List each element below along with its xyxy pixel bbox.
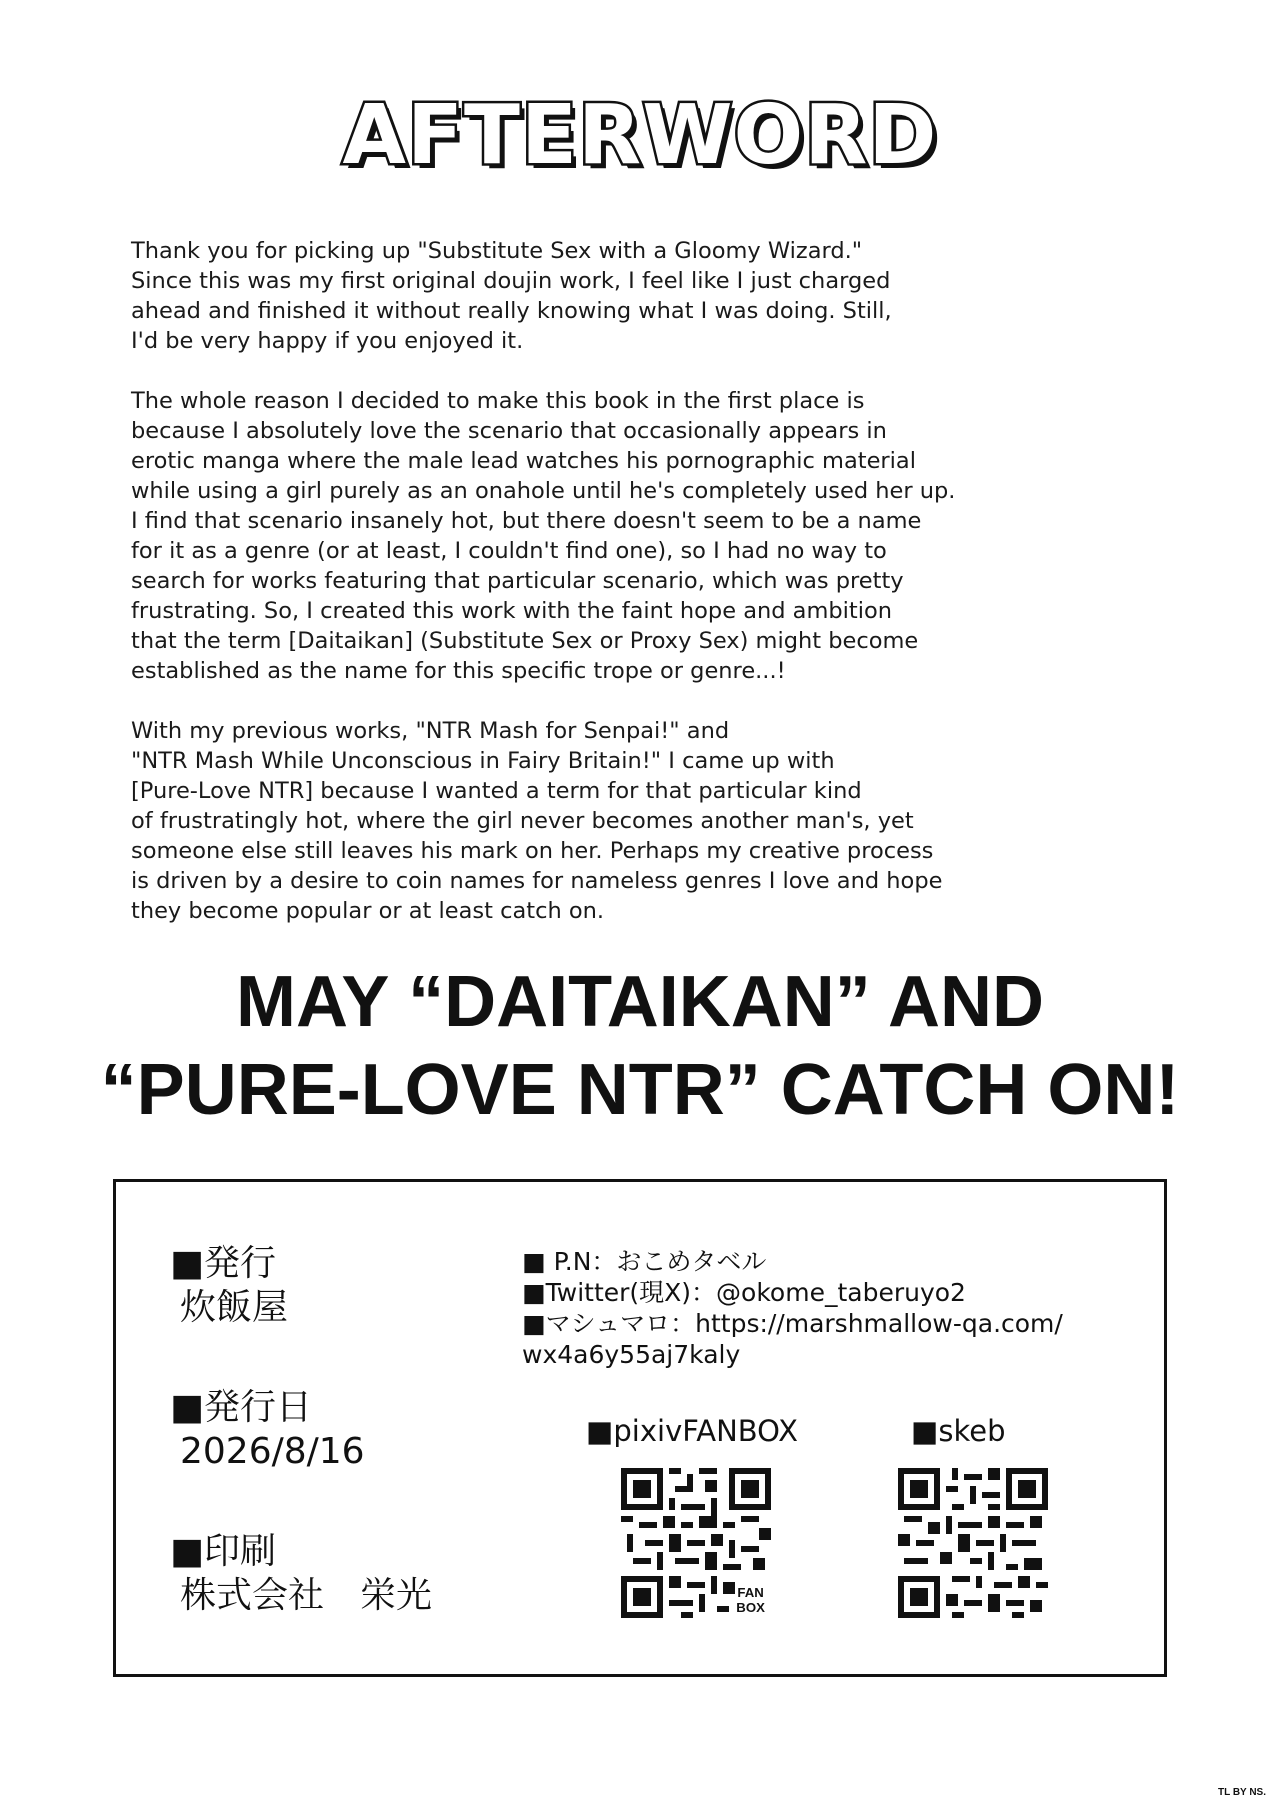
text-line: because I absolutely love the scenario that occasionally appears in (131, 418, 887, 444)
author-info (522, 1246, 1063, 1370)
marshmallow-link-cont[interactable]: wx4a6y55aj7kaly (522, 1340, 741, 1369)
fanbox-qr-caption: FAN (737, 1585, 764, 1600)
date-block (170, 1386, 365, 1474)
printer-label: ■印刷 (170, 1531, 277, 1572)
text-line: I find that scenario insanely hot, but there doesn't seem to be a name (131, 508, 922, 534)
skeb-qr-code-icon[interactable] (898, 1468, 1048, 1618)
text-line: is driven by a desire to coin names for nameless genres I love and hope (131, 868, 943, 894)
printer-block (170, 1530, 432, 1618)
text-line: The whole reason I decided to make this book in the first place is (131, 388, 865, 414)
text-line: ahead and finished it without really knowing what I was doing. Still, (131, 298, 892, 324)
text-line: With my previous works, "NTR Mash for Senpai!" and (131, 718, 730, 744)
text-line: search for works featuring that particular scenario, which was pretty (131, 568, 904, 594)
text-line: "NTR Mash While Unconscious in Fairy Britain!" I came up with (131, 748, 835, 774)
publisher-label: ■発行 (170, 1243, 277, 1284)
text-line: Since this was my first original doujin work, I feel like I just charged (131, 268, 891, 294)
afterword-title: AFTERWORD (342, 88, 938, 183)
text-line: for it as a genre (or at least, I couldn't find one), so I had no way to (131, 538, 887, 564)
text-line: while using a girl purely as an onahole until he's completely used her up. (131, 478, 956, 504)
text-line: they become popular or at least catch on. (131, 898, 605, 924)
text-line: someone else still leaves his mark on her. Perhaps my creative process (131, 838, 934, 864)
translator-credit: TL BY NS. (1218, 1787, 1266, 1798)
paragraph-thanks (131, 236, 1091, 356)
text-line: frustrating. So, I created this work with the faint hope and ambition (131, 598, 893, 624)
headline-line-2: “PURE-LOVE NTR” CATCH ON! (100, 1050, 1180, 1130)
paragraph-reason (131, 386, 1091, 686)
twitter-handle[interactable]: ■Twitter(現X)：@okome_taberuyo2 (522, 1278, 966, 1307)
text-line: Thank you for picking up "Substitute Sex with a Gloomy Wizard." (131, 238, 863, 264)
text-line: established as the name for this specific trope or genre...! (131, 658, 786, 684)
pen-name: ■ P.N：おこめタベル (522, 1247, 767, 1276)
text-line: of frustratingly hot, where the girl never becomes another man's, yet (131, 808, 914, 834)
text-line: that the term [Daitaikan] (Substitute Sex or Proxy Sex) might become (131, 628, 919, 654)
marshmallow-link[interactable]: ■マシュマロ：https://marshmallow-qa.com/ (522, 1309, 1063, 1338)
publisher-block (170, 1242, 288, 1330)
headline-line-1: MAY “DAITAIKAN” AND (235, 962, 1045, 1042)
paragraph-previous-works (131, 716, 1091, 926)
skeb-label: ■skeb (911, 1414, 1006, 1448)
text-line: [Pure-Love NTR] because I wanted a term for that particular kind (131, 778, 862, 804)
svg-text:BOX: BOX (736, 1600, 765, 1615)
fanbox-qr-code-icon[interactable] (621, 1468, 771, 1618)
fanbox-label: ■pixivFANBOX (586, 1414, 799, 1448)
colophon-box (113, 1179, 1167, 1677)
printer-value: 株式会社 栄光 (180, 1575, 433, 1616)
date-label: ■発行日 (170, 1387, 313, 1428)
text-line: I'd be very happy if you enjoyed it. (131, 328, 524, 354)
publisher-value: 炊飯屋 (180, 1287, 289, 1328)
date-value: 2026/8/16 (180, 1431, 365, 1472)
text-line: erotic manga where the male lead watches his pornographic material (131, 448, 916, 474)
